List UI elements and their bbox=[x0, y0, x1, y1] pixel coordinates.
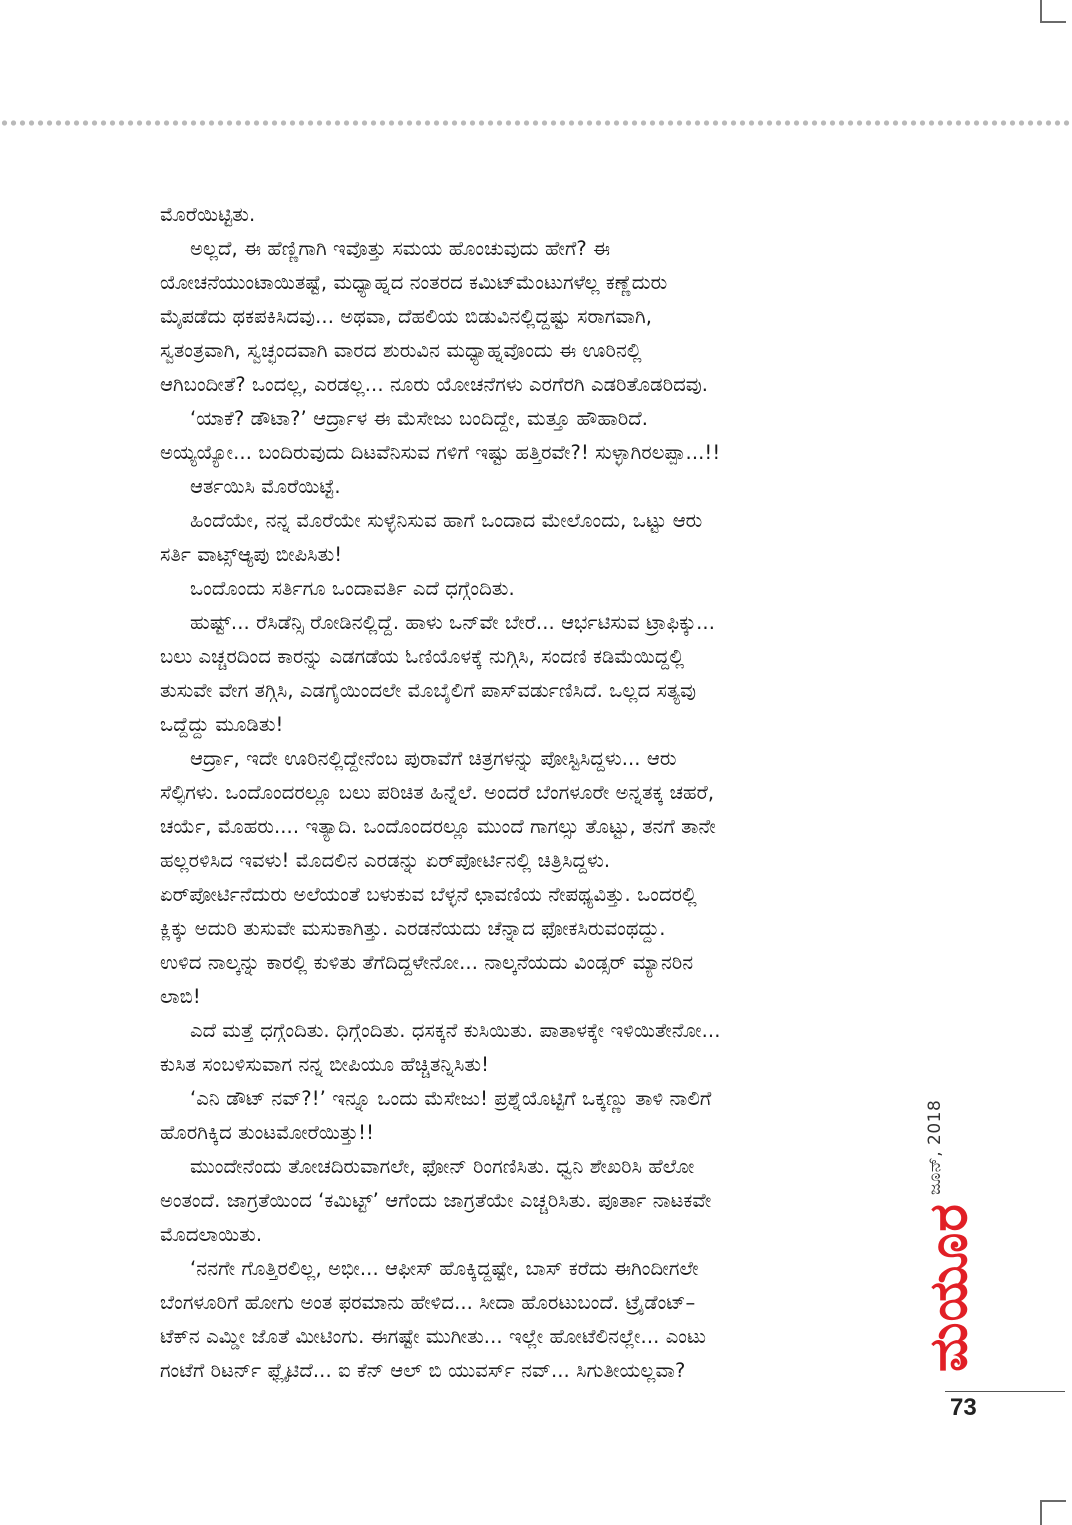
text-line: ಹುಷ್ಟ್... ರೆಸಿಡೆನ್ಸಿ ರೋಡಿನಲ್ಲಿದ್ದೆ. ಹಾಳು ಒನ್‌ವೇ ಬೇರೆ... ಆರ್ಭಟಿಸುವ ಟ್ರಾಫಿಕ್ಕು... bbox=[190, 611, 716, 634]
text-line: ಯೋಚನೆಯುಂಟಾಯಿತಷ್ಟೆ, ಮಧ್ಯಾಹ್ನದ ನಂತರದ ಕಮಿಟ್‌ಮೆಂಟುಗಳೆಲ್ಲ ಕಣ್ಣೆದುರು bbox=[160, 271, 668, 294]
text-line: ಅಂತಂದೆ. ಜಾಗ್ರತೆಯಿಂದ ‘ಕಮಿಟ್ಟ್’ ಆಗೆಂದು ಜಾಗ್ರತೆಯೇ ಎಚ್ಚರಿಸಿತು. ಪೂರ್ತಾ ನಾಟಕವೇ bbox=[160, 1189, 712, 1212]
crop-mark-top-right-h bbox=[1040, 21, 1066, 23]
text-line: ಅಯ್ಯಯ್ಯೋ... ಬಂದಿರುವುದು ದಿಟವೆನಿಸುವ ಗಳಿಗೆ ಇಷ್ಟು ಹತ್ತಿರವೇ?! ಸುಳ್ಳಾಗಿರಲಪ್ಪಾ...!! bbox=[160, 441, 721, 464]
text-line: ಹಿಂದೆಯೇ, ನನ್ನ ಮೊರೆಯೇ ಸುಳ್ಳೆನಿಸುವ ಹಾಗೆ ಒಂದಾದ ಮೇಲೊಂದು, ಒಟ್ಟು ಆರು bbox=[190, 509, 703, 532]
text-line: ಹಲ್ಲರಳಿಸಿದ ಇವಳು! ಮೊದಲಿನ ಎರಡನ್ನು ಏರ್‌ಪೋರ್ಟಿನಲ್ಲಿ ಚಿತ್ರಿಸಿದ್ದಳು. bbox=[160, 849, 611, 872]
article-body bbox=[160, 198, 920, 1388]
text-line: ಬಲು ಎಚ್ಚರದಿಂದ ಕಾರನ್ನು ಎಡಗಡೆಯ ಓಣಿಯೊಳಕ್ಕೆ ನುಗ್ಗಿಸಿ, ಸಂದಣಿ ಕಡಿಮೆಯಿದ್ದಲ್ಲಿ bbox=[160, 645, 685, 668]
text-line: ಕುಸಿತ ಸಂಬಳಿಸುವಾಗ ನನ್ನ ಬೀಪಿಯೂ ಹೆಚ್ಚಿತನ್ನಿಸಿತು! bbox=[160, 1053, 489, 1076]
text-line: ಸೆಲ್ಫಿಗಳು. ಒಂದೊಂದರಲ್ಲೂ ಬಲು ಪರಿಚಿತ ಹಿನ್ನೆಲೆ. ಅಂದರೆ ಬೆಂಗಳೂರೇ ಅನ್ನತಕ್ಕ ಚಹರೆ, bbox=[160, 781, 715, 804]
text-line: ಆರ್ದ್ರಾ, ಇದೇ ಊರಿನಲ್ಲಿದ್ದೇನೆಂಬ ಪುರಾವೆಗೆ ಚಿತ್ರಗಳನ್ನು ಪೋಸ್ಟಿಸಿದ್ದಳು... ಆರು bbox=[190, 747, 677, 770]
text-line: ಸರ್ತಿ ವಾಟ್ಸ್‌ಆ್ಯಪು ಬೀಪಿಸಿತು! bbox=[160, 543, 343, 566]
text-line: ‘ಯಾಕೆ? ಡೌಟಾ?’ ಆರ್ದ್ರಾಳ ಈ ಮೆಸೇಜು ಬಂದಿದ್ದೇ, ಮತ್ತೂ ಹೌಹಾರಿದೆ. bbox=[190, 407, 649, 430]
text-line: ಒದ್ದೆದ್ದು ಮೂಡಿತು! bbox=[160, 713, 284, 736]
text-line: ಚರ್ಯೆ, ಮೊಹರು.... ಇತ್ಯಾದಿ. ಒಂದೊಂದರಲ್ಲೂ ಮುಂದೆ ಗಾಗಲ್ಸು ತೊಟ್ಟು, ತನಗೆ ತಾನೇ bbox=[160, 815, 716, 838]
page-number-rule bbox=[945, 1391, 1065, 1392]
text-line: ಮೈಪಡೆದು ಥಕಪಕಿಸಿದವು... ಅಥವಾ, ದೆಹಲಿಯ ಬಿಡುವಿನಲ್ಲಿದ್ದಷ್ಟು ಸರಾಗವಾಗಿ, bbox=[160, 305, 653, 328]
text-line: ಗಂಟೆಗೆ ರಿಟರ್ನ್ ಫ್ಲೈಟಿದೆ... ಐ ಕೆನ್ ಆಲ್ ಬಿ ಯುವರ್ಸ್ ನವ್... ಸಿಗುತೀಯಲ್ಲವಾ? bbox=[160, 1359, 686, 1382]
text-line: ಲಾಬಿ! bbox=[160, 985, 201, 1008]
page-number: 73 bbox=[950, 1394, 977, 1421]
issue-date: ಜೂನ್, 2018 bbox=[925, 1099, 945, 1195]
text-line: ಮೊರೆಯಿಟ್ಟಿತು. bbox=[160, 203, 256, 226]
text-line: ಏರ್‌ಪೋರ್ಟಿನೆದುರು ಅಲೆಯಂತೆ ಬಳುಕುವ ಬೆಳ್ಳನೆ ಛಾವಣಿಯ ನೇಪಥ್ಯವಿತ್ತು. ಒಂದರಲ್ಲಿ bbox=[160, 883, 697, 906]
text-line: ಮುಂದೇನೆಂದು ತೋಚದಿರುವಾಗಲೇ, ಫೋನ್ ರಿಂಗಣಿಸಿತು. ಧ್ವನಿ ಶೇಖರಿಸಿ ಹೆಲೋ bbox=[190, 1155, 695, 1178]
text-line: ‘ನನಗೇ ಗೊತ್ತಿರಲಿಲ್ಲ, ಅಭೀ... ಆಫೀಸ್ ಹೊಕ್ಕಿದ್ದಷ್ಟೇ, ಬಾಸ್ ಕರೆದು ಈಗಿಂದೀಗಲೇ bbox=[190, 1257, 699, 1280]
crop-mark-top-right bbox=[1040, 0, 1042, 22]
text-line: ಆಗಿಬಂದೀತೆ? ಒಂದಲ್ಲ, ಎರಡಲ್ಲ... ನೂರು ಯೋಚನೆಗಳು ಎರಗೆರಗಿ ಎಡರಿತೊಡರಿದವು. bbox=[160, 373, 709, 396]
text-line: ಬೆಂಗಳೂರಿಗೆ ಹೋಗು ಅಂತ ಫರಮಾನು ಹೇಳಿದ... ಸೀದಾ ಹೊರಟುಬಂದೆ. ಟ್ರೈಡೆಂಟ್– bbox=[160, 1291, 696, 1314]
text-line: ತುಸುವೇ ವೇಗ ತಗ್ಗಿಸಿ, ಎಡಗೈಯಿಂದಲೇ ಮೊಬೈಲಿಗೆ ಪಾಸ್‌ವರ್ಡುಣಿಸಿದೆ. ಒಲ್ಲದ ಸತ್ಯವು bbox=[160, 679, 697, 702]
text-line: ಎದೆ ಮತ್ತೆ ಧಗ್ಗೆಂದಿತು. ಧಿಗ್ಗೆಂದಿತು. ಧಸಕ್ಕನೆ ಕುಸಿಯಿತು. ಪಾತಾಳಕ್ಕೇ ಇಳಿಯಿತೇನೋ... bbox=[190, 1019, 721, 1042]
text-line: ‘ಎನಿ ಡೌಟ್ ನವ್?!’ ಇನ್ನೂ ಒಂದು ಮೆಸೇಜು! ಪ್ರಶ್ನೆಯೊಟ್ಟಿಗೆ ಒಕ್ಕಣ್ಣು ತಾಳಿ ನಾಲಿಗೆ bbox=[190, 1087, 712, 1110]
text-line: ಆರ್ತಯಿಸಿ ಮೊರೆಯಿಟ್ಟೆ. bbox=[190, 475, 341, 498]
text-line: ಮೊದಲಾಯಿತು. bbox=[160, 1223, 263, 1246]
text-line: ಸ್ವತಂತ್ರವಾಗಿ, ಸ್ವಚ್ಛಂದವಾಗಿ ವಾರದ ಶುರುವಿನ ಮಧ್ಯಾಹ್ನವೊಂದು ಈ ಊರಿನಲ್ಲಿ bbox=[160, 339, 642, 362]
text-line: ಒಂದೊಂದು ಸರ್ತಿಗೂ ಒಂದಾವರ್ತಿ ಎದೆ ಧಗ್ಗೆಂದಿತು. bbox=[190, 577, 515, 600]
text-line: ಟೆಕ್‌ನ ಎಮ್ಡೀ ಜೊತೆ ಮೀಟಿಂಗು. ಈಗಷ್ಟೇ ಮುಗೀತು... ಇಲ್ಲೇ ಹೋಟೆಲಿನಲ್ಲೇ... ಎಂಟು bbox=[160, 1325, 707, 1348]
dotted-header-rule bbox=[0, 118, 1072, 128]
crop-mark-bottom-right bbox=[1040, 1500, 1042, 1525]
crop-mark-bottom-right-h bbox=[1040, 1500, 1066, 1502]
text-line: ಉಳಿದ ನಾಲ್ಕನ್ನು ಕಾರಲ್ಲಿ ಕುಳಿತು ತೆಗೆದಿದ್ದಳೇನೋ... ನಾಲ್ಕನೆಯದು ವಿಂಡ್ಸರ್ ಮ್ಯಾನರಿನ bbox=[160, 951, 694, 974]
text-line: ಹೊರಗಿಕ್ಕಿದ ತುಂಟಮೋರೆಯಿತ್ತು!! bbox=[160, 1121, 375, 1144]
text-line: ಕ್ಲಿಕ್ಕು ಅದುರಿ ತುಸುವೇ ಮಸುಕಾಗಿತ್ತು. ಎರಡನೆಯದು ಚೆನ್ನಾದ ಫೋಕಸಿರುವಂಥದ್ದು. bbox=[160, 917, 666, 940]
magazine-logo: ಮಯೂರ bbox=[919, 1203, 979, 1372]
text-line: ಅಲ್ಲದೆ, ಈ ಹೆಣ್ಣಿಗಾಗಿ ಇವೊತ್ತು ಸಮಯ ಹೊಂಚುವುದು ಹೇಗೆ? ಈ bbox=[190, 237, 611, 260]
